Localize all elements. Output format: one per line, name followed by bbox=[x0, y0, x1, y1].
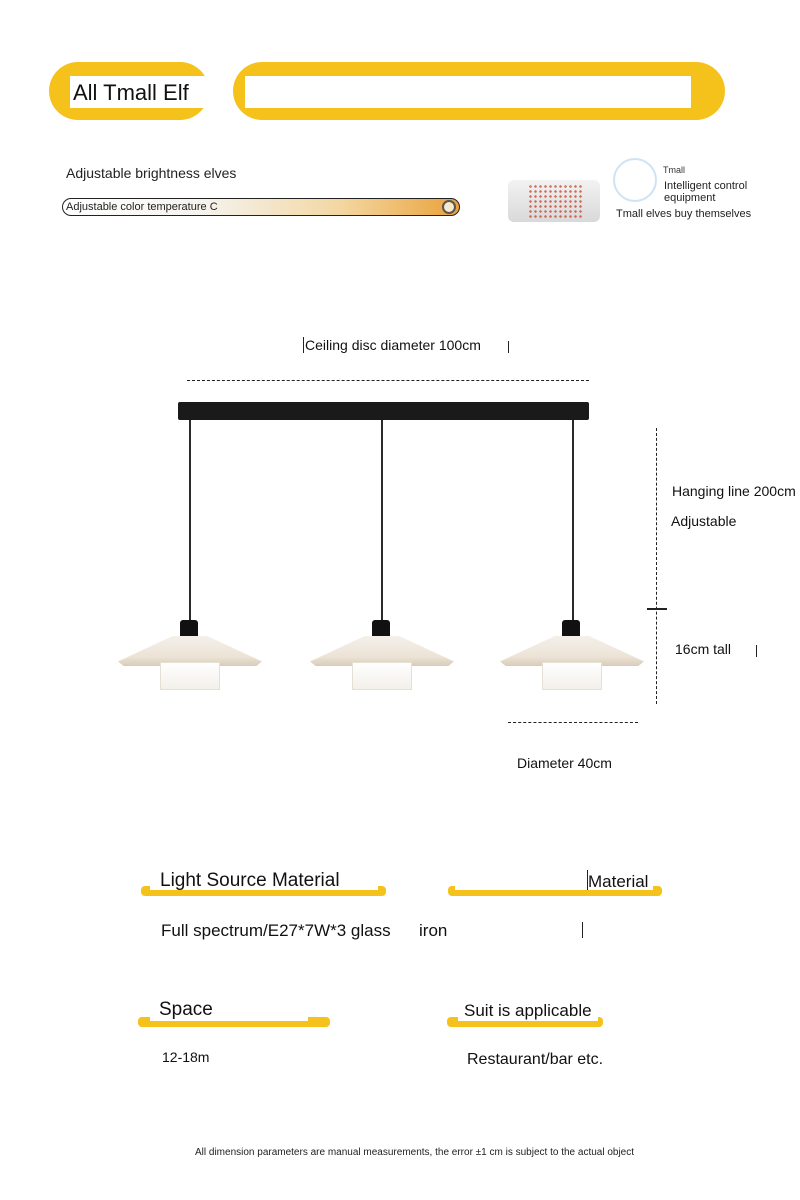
height-tick bbox=[756, 645, 757, 657]
ceiling-disc-label: Ceiling disc diameter 100cm bbox=[305, 337, 481, 353]
diameter-dimension-line bbox=[508, 722, 638, 723]
dimension-tick-right bbox=[508, 341, 509, 353]
pendant-lamp-2 bbox=[310, 620, 454, 690]
dimension-tick-left bbox=[303, 337, 304, 353]
material-value: iron bbox=[419, 921, 448, 940]
suit-applicable-label: Suit is applicable bbox=[464, 1001, 592, 1020]
light-source-value: Full spectrum/E27*7W*3 glass bbox=[161, 921, 391, 940]
brightness-label: Adjustable brightness elves bbox=[66, 165, 237, 181]
value-divider bbox=[582, 922, 583, 938]
space-label: Space bbox=[159, 999, 213, 1020]
lamp-glass bbox=[542, 662, 602, 690]
hanging-line-label: Hanging line 200cm bbox=[672, 483, 796, 499]
intelligent-control-label: Intelligent control equipment bbox=[664, 180, 748, 204]
dimension-divider-tick bbox=[647, 608, 667, 610]
suit-applicable-value: Restaurant/bar etc. bbox=[467, 1051, 604, 1068]
hanging-wire-3 bbox=[572, 420, 574, 622]
header-blank-box bbox=[245, 76, 691, 108]
color-temperature-label: Adjustable color temperature C bbox=[66, 201, 218, 213]
tmall-logo-icon bbox=[613, 158, 657, 202]
speaker-grill-icon bbox=[528, 184, 584, 218]
height-label: 16cm tall bbox=[675, 641, 732, 657]
smart-speaker-image bbox=[508, 180, 600, 222]
material-label: Material bbox=[588, 872, 649, 891]
slider-knob-icon bbox=[442, 200, 456, 214]
tmall-buy-label: Tmall elves buy themselves bbox=[616, 208, 752, 220]
pendant-lamp-1 bbox=[118, 620, 262, 690]
measurement-footnote: All dimension parameters are manual measurements, the error ±1 cm is subject to the actual object bbox=[195, 1147, 635, 1158]
ceiling-bar bbox=[178, 402, 589, 420]
vertical-dimension-line bbox=[656, 428, 657, 704]
diameter-label: Diameter 40cm bbox=[517, 755, 612, 771]
light-source-material-label: Light Source Material bbox=[160, 870, 340, 891]
hanging-wire-1 bbox=[189, 420, 191, 622]
hanging-wire-2 bbox=[381, 420, 383, 622]
adjustable-label: Adjustable bbox=[671, 513, 737, 529]
tmall-label: Tmall bbox=[663, 165, 685, 175]
ceiling-width-dimension-line bbox=[187, 380, 589, 381]
lamp-glass bbox=[352, 662, 412, 690]
space-value: 12-18m bbox=[162, 1049, 210, 1065]
header-title: All Tmall Elf bbox=[73, 80, 189, 105]
lamp-glass bbox=[160, 662, 220, 690]
pendant-lamp-3 bbox=[500, 620, 644, 690]
